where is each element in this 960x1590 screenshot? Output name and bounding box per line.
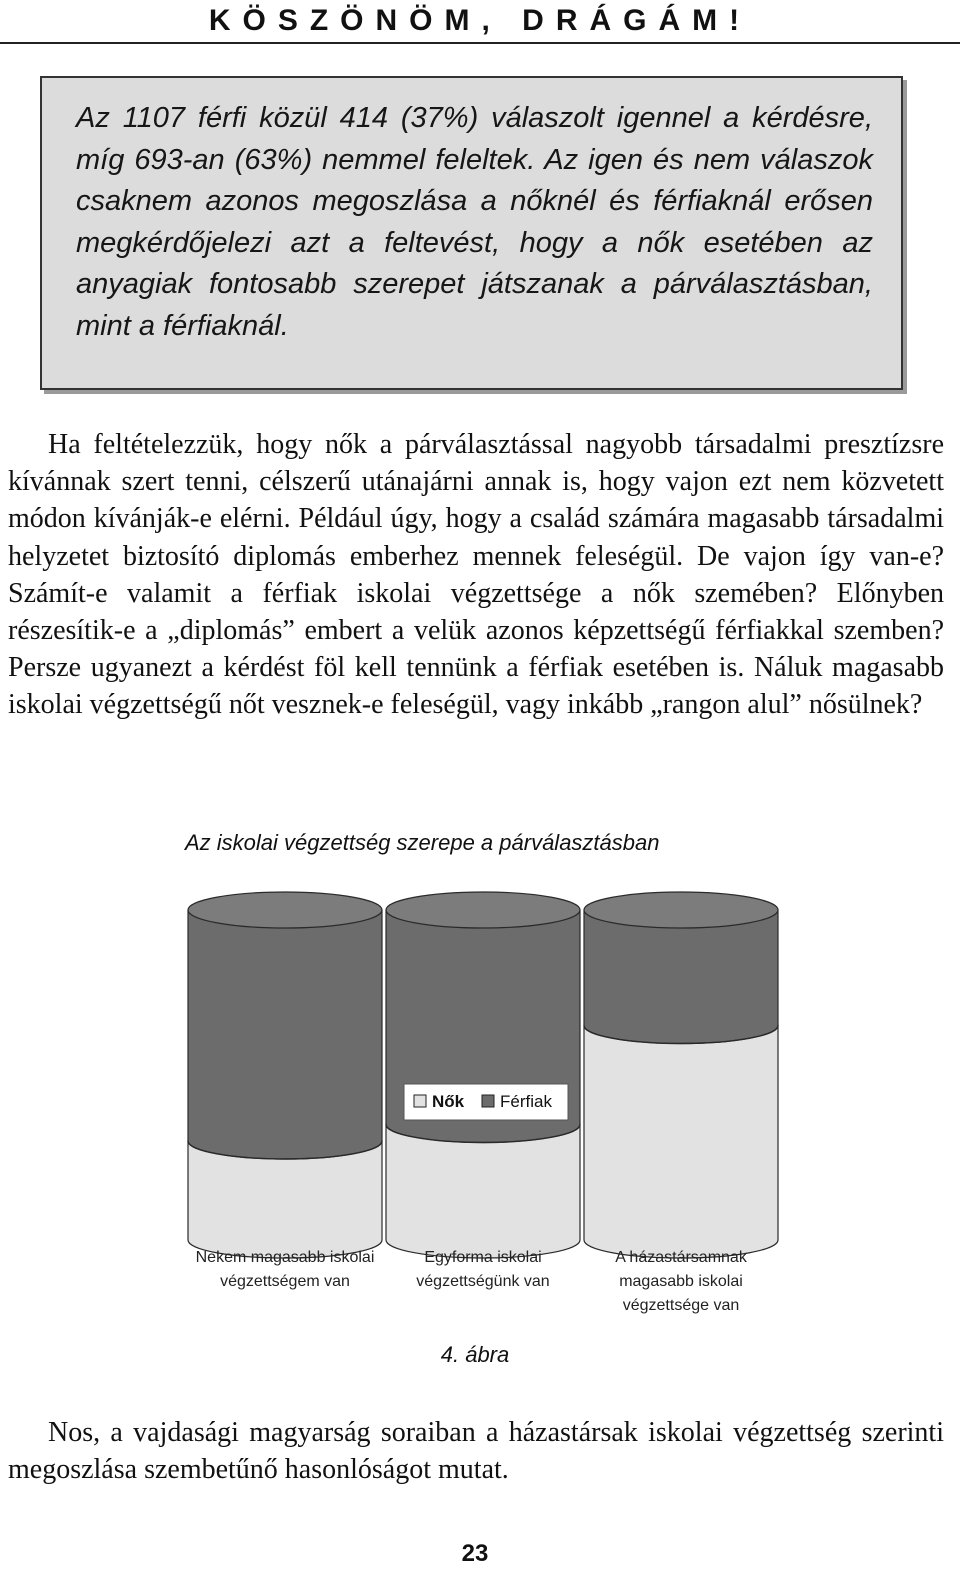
cylinder-3 (584, 892, 778, 1258)
chart-legend (404, 1084, 568, 1120)
category-label-line: végzettségem van (220, 1273, 350, 1290)
bar-segment-nok (386, 1125, 580, 1258)
cylinder-top (188, 892, 382, 928)
cylinder-2 (386, 892, 580, 1258)
chart-title: Az iskolai végzettség szerepe a párválasztásban (185, 830, 660, 855)
category-label-line: végzettségünk van (416, 1273, 550, 1290)
category-label-line: magasabb iskolai (619, 1273, 743, 1290)
legend-label-nok: Nők (432, 1092, 465, 1111)
legend-swatch-nok (414, 1095, 426, 1107)
bar-segment-nok (584, 1026, 778, 1259)
cylinder-top (584, 892, 778, 928)
category-label-3 (615, 1249, 748, 1314)
cylinder-top (386, 892, 580, 928)
category-label-line: Nekem magasabb iskolai (195, 1249, 375, 1266)
legend-swatch-ferfiak (482, 1095, 494, 1107)
highlight-box (40, 76, 903, 390)
category-label-line: végzettsége van (622, 1297, 740, 1314)
page-header (0, 0, 960, 44)
bar-segment-ferfiak (584, 910, 778, 1044)
figure-caption: 4. ábra (440, 1342, 510, 1367)
category-label-line: A házastársamnak (615, 1249, 747, 1266)
cylinder-1 (188, 892, 382, 1258)
category-label-2 (416, 1249, 549, 1290)
page-number: 23 (461, 1540, 489, 1567)
bar-segment-ferfiak (188, 910, 382, 1159)
category-label-line: Egyforma iskolai (424, 1249, 542, 1266)
cylinder-chart (170, 870, 810, 1330)
highlight-text: Az 1107 férfi közül 414 (37%) válaszolt igennel a kérdésre, míg 693-an (63%) nemmel feleltek. Az igen és nem válaszok csaknem azonos megoszlása a nőknél és férfiaknál erősen megkérdőjelezi azt a feltevést, hogy a nők esetében az anyagiak fontosabb szerepet játszanak a párválasztásban, mint a férfiaknál. (76, 102, 873, 342)
body-paragraph-2: Nos, a vajdasági magyarság soraiban a házastársak iskolai végzettség szerinti megoszlása szembetűnő hasonlóságot mutat. (8, 1417, 944, 1486)
body-paragraph-1: Ha feltételezzük, hogy nők a párválasztással nagyobb társadalmi presztízsre kívánnak szert tenni, célszerű utánajárni annak is, hogy vajon ezt nem közvetett módon kívánják-e elérni. Például úgy, hogy a család számára magasabb társadalmi helyzetet biztosító diplomás emberhez mennek feleségül. De vajon így van-e? Számít-e valamit a férfiak iskolai végzettsége a nők szemében? Előnyben részesítik-e a „diplomás” embert a velük azonos képzettségű férfiakkal szemben? Persze ugyanezt a kérdést föl kell tennünk a férfiak esetében is. Náluk magasabb iskolai végzettségű nőt vesznek-e feleségül, vagy inkább „rangon alul” nősülnek? (8, 429, 944, 721)
category-label-1 (196, 1249, 375, 1290)
running-head: KÖSZÖNÖM, DRÁGÁM! (208, 4, 752, 37)
legend-label-ferfiak: Férfiak (500, 1092, 552, 1111)
